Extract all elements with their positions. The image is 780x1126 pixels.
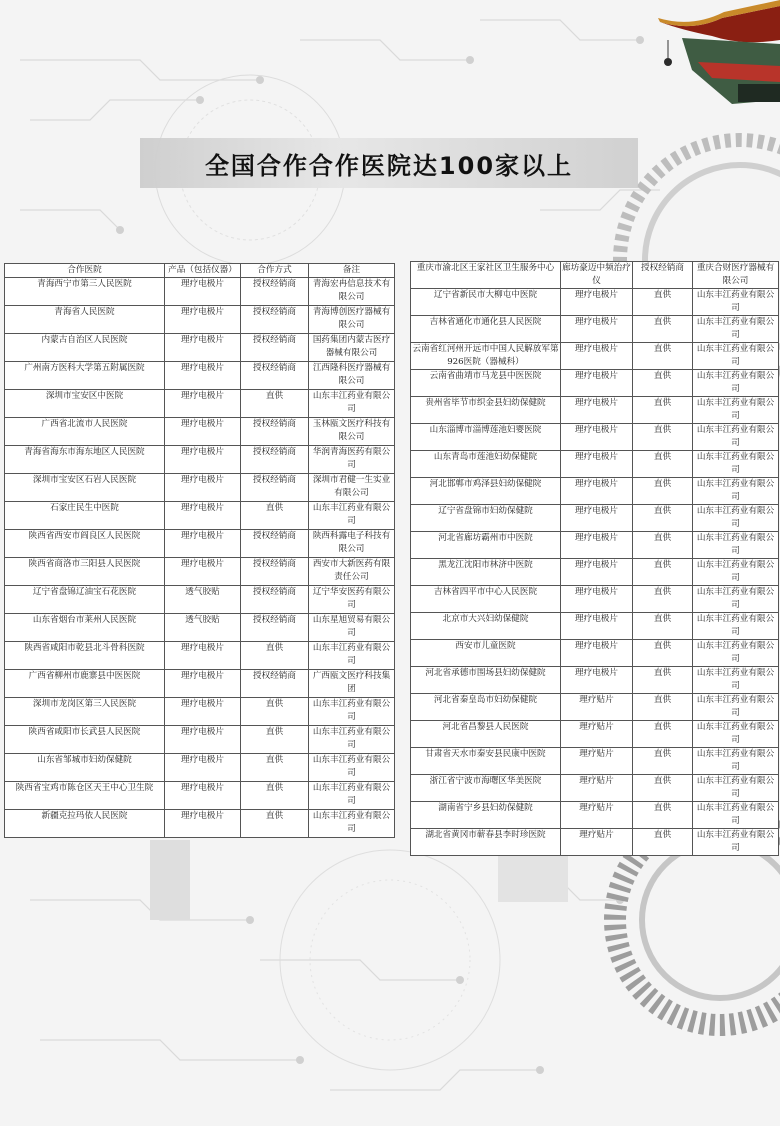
product-cell: 理疗电极片 <box>165 278 241 306</box>
hospital-name-cell: 石家庄民生中医院 <box>5 502 165 530</box>
product-cell: 理疗电极片 <box>165 306 241 334</box>
hospital-name-cell: 山东省邹城市妇幼保健院 <box>5 754 165 782</box>
cooperation-method-cell: 授权经销商 <box>241 474 309 502</box>
table-row <box>5 362 395 390</box>
title-banner <box>140 138 638 188</box>
table-row <box>411 532 779 559</box>
product-cell: 理疗电极片 <box>165 810 241 838</box>
cooperation-method-cell: 授权经销商 <box>241 670 309 698</box>
cooperation-method-cell: 授权经销商 <box>241 530 309 558</box>
product-cell: 理疗电极片 <box>561 586 633 613</box>
product-cell: 理疗电极片 <box>561 613 633 640</box>
product-cell: 理疗电极片 <box>165 642 241 670</box>
table-row <box>5 698 395 726</box>
remark-cell: 辽宁华安医药有限公司 <box>309 586 395 614</box>
hospital-name-cell: 广州南方医科大学第五附属医院 <box>5 362 165 390</box>
hospital-name-cell: 吉林省通化市通化县人民医院 <box>411 316 561 343</box>
table-row <box>5 502 395 530</box>
remark-cell: 山东丰江药业有限公司 <box>309 726 395 754</box>
remark-cell: 山东丰江药业有限公司 <box>309 754 395 782</box>
cooperation-method-cell: 直供 <box>633 586 693 613</box>
cooperation-method-cell: 直供 <box>241 642 309 670</box>
remark-cell: 山东丰江药业有限公司 <box>693 451 779 478</box>
product-cell: 理疗贴片 <box>561 721 633 748</box>
cooperation-method-cell: 直供 <box>633 802 693 829</box>
remark-cell: 山东丰江药业有限公司 <box>309 698 395 726</box>
table-row <box>411 829 779 856</box>
hospital-name-cell: 河北省秦皇岛市妇幼保健院 <box>411 694 561 721</box>
table-row <box>411 370 779 397</box>
cooperation-method-cell: 直供 <box>633 451 693 478</box>
table-row <box>411 802 779 829</box>
table-row <box>5 474 395 502</box>
remark-cell: 山东丰江药业有限公司 <box>309 390 395 418</box>
hospital-name-cell: 山东青岛市莲池妇幼保健院 <box>411 451 561 478</box>
remark-cell: 山东丰江药业有限公司 <box>693 667 779 694</box>
product-cell: 理疗电极片 <box>165 754 241 782</box>
product-cell: 理疗贴片 <box>561 802 633 829</box>
remark-cell: 青海博创医疗器械有限公司 <box>309 306 395 334</box>
page-title: 全国合作合作医院达100家以上 <box>204 151 574 180</box>
cooperation-method-cell: 授权经销商 <box>241 278 309 306</box>
table-row <box>411 613 779 640</box>
hospital-name-cell: 辽宁省新民市大柳屯中医院 <box>411 289 561 316</box>
remark-cell: 山东丰江药业有限公司 <box>693 397 779 424</box>
hospital-name-cell: 青海省人民医院 <box>5 306 165 334</box>
column-header: 合作方式 <box>241 264 309 278</box>
hospital-name-cell: 河北省承德市围场县妇幼保健院 <box>411 667 561 694</box>
product-cell: 透气胶贴 <box>165 586 241 614</box>
table-row <box>5 586 395 614</box>
product-cell: 理疗电极片 <box>165 418 241 446</box>
column-header: 备注 <box>309 264 395 278</box>
hospital-name-cell: 黑龙江沈阳市林济中医院 <box>411 559 561 586</box>
product-cell: 理疗电极片 <box>561 424 633 451</box>
table-row <box>5 418 395 446</box>
hospital-name-cell: 湖北省黄冈市蕲春县李时珍医院 <box>411 829 561 856</box>
hospital-name-cell: 贵州省毕节市织金县妇幼保健院 <box>411 397 561 424</box>
product-cell: 理疗电极片 <box>165 474 241 502</box>
table-header-row <box>5 264 395 278</box>
remark-cell: 西安市大新医药有限责任公司 <box>309 558 395 586</box>
hospital-name-cell: 陕西省咸阳市长武县人民医院 <box>5 726 165 754</box>
product-cell: 理疗电极片 <box>165 362 241 390</box>
remark-cell: 山东丰江药业有限公司 <box>693 370 779 397</box>
product-cell: 理疗电极片 <box>165 334 241 362</box>
hospital-name-cell: 河北省昌黎县人民医院 <box>411 721 561 748</box>
product-cell: 理疗电极片 <box>165 502 241 530</box>
hospital-name-cell: 深圳市龙岗区第三人民医院 <box>5 698 165 726</box>
hospital-name-cell: 陕西省西安市阎良区人民医院 <box>5 530 165 558</box>
cooperation-method-cell: 直供 <box>633 559 693 586</box>
remark-cell: 山东丰江药业有限公司 <box>309 782 395 810</box>
hospital-name-cell: 辽宁省盘锦市妇幼保健院 <box>411 505 561 532</box>
cooperation-method-cell: 直供 <box>241 782 309 810</box>
table-row <box>5 614 395 642</box>
remark-cell: 玉林瓯文医疗科技有限公司 <box>309 418 395 446</box>
product-cell: 理疗电极片 <box>561 289 633 316</box>
table-row <box>411 721 779 748</box>
table-row <box>5 670 395 698</box>
cooperation-method-cell: 授权经销商 <box>241 614 309 642</box>
product-cell: 理疗贴片 <box>561 748 633 775</box>
table-row <box>411 343 779 370</box>
remark-cell: 山东丰江药业有限公司 <box>309 810 395 838</box>
table-row <box>411 586 779 613</box>
hospital-name-cell: 青海西宁市第三人民医院 <box>5 278 165 306</box>
product-cell: 理疗电极片 <box>165 670 241 698</box>
column-header: 产品（包括仪器） <box>165 264 241 278</box>
hospital-name-cell: 深圳市宝安区中医院 <box>5 390 165 418</box>
product-cell: 理疗电极片 <box>561 532 633 559</box>
cooperation-method-cell: 直供 <box>241 698 309 726</box>
table-row <box>5 390 395 418</box>
table-row <box>5 334 395 362</box>
product-cell: 理疗电极片 <box>165 390 241 418</box>
table-row <box>5 726 395 754</box>
cooperation-method-cell: 直供 <box>633 721 693 748</box>
remark-cell: 陕西科露电子科技有限公司 <box>309 530 395 558</box>
hospital-name-cell: 陕西省宝鸡市陈仓区天王中心卫生院 <box>5 782 165 810</box>
table-row <box>5 782 395 810</box>
remark-cell: 山东丰江药业有限公司 <box>693 316 779 343</box>
hospital-name-cell: 青海省海东市海东地区人民医院 <box>5 446 165 474</box>
table-row <box>5 530 395 558</box>
cooperation-method-cell: 直供 <box>633 505 693 532</box>
remark-cell: 山东丰江药业有限公司 <box>693 694 779 721</box>
hospital-name-cell: 山东淄博市淄博莲池妇婴医院 <box>411 424 561 451</box>
table-row <box>411 748 779 775</box>
hospital-name-cell: 内蒙古自治区人民医院 <box>5 334 165 362</box>
table-row <box>411 640 779 667</box>
table-row <box>5 278 395 306</box>
table-row <box>411 262 779 289</box>
cooperation-method-cell: 授权经销商 <box>241 558 309 586</box>
cooperation-method-cell: 授权经销商 <box>241 306 309 334</box>
hospital-name-cell: 重庆市渝北区王家社区卫生服务中心 <box>411 262 561 289</box>
hospital-name-cell: 西安市儿童医院 <box>411 640 561 667</box>
product-cell: 理疗电极片 <box>165 782 241 810</box>
cooperation-method-cell: 直供 <box>241 810 309 838</box>
remark-cell: 山东丰江药业有限公司 <box>693 802 779 829</box>
hospital-name-cell: 北京市大兴妇幼保健院 <box>411 613 561 640</box>
product-cell: 理疗电极片 <box>165 446 241 474</box>
table-row <box>411 559 779 586</box>
hospital-name-cell: 云南省曲靖市马龙县中医医院 <box>411 370 561 397</box>
partner-hospitals-table-right <box>410 261 779 856</box>
remark-cell: 江西隆科医疗器械有限公司 <box>309 362 395 390</box>
hospital-name-cell: 陕西省商洛市三阳县人民医院 <box>5 558 165 586</box>
product-cell: 理疗电极片 <box>561 316 633 343</box>
hospital-name-cell: 河北省廊坊霸州市中医院 <box>411 532 561 559</box>
cooperation-method-cell: 直供 <box>633 370 693 397</box>
remark-cell: 国药集团内蒙古医疗器械有限公司 <box>309 334 395 362</box>
remark-cell: 山东丰江药业有限公司 <box>693 424 779 451</box>
remark-cell: 深圳市君健一生实业有限公司 <box>309 474 395 502</box>
product-cell: 理疗电极片 <box>561 505 633 532</box>
table-row <box>411 694 779 721</box>
cooperation-method-cell: 直供 <box>633 775 693 802</box>
product-cell: 理疗电极片 <box>165 530 241 558</box>
remark-cell: 山东星旭贸易有限公司 <box>309 614 395 642</box>
pagoda-roof-decoration <box>652 0 780 112</box>
product-cell: 理疗电极片 <box>561 370 633 397</box>
cooperation-method-cell: 直供 <box>633 694 693 721</box>
cooperation-method-cell: 直供 <box>633 613 693 640</box>
cooperation-method-cell: 直供 <box>633 289 693 316</box>
cooperation-method-cell: 授权经销商 <box>241 586 309 614</box>
product-cell: 理疗电极片 <box>561 451 633 478</box>
cooperation-method-cell: 直供 <box>633 397 693 424</box>
product-cell: 理疗电极片 <box>165 558 241 586</box>
product-cell: 廊坊豪迈中频治疗仪 <box>561 262 633 289</box>
hospital-name-cell: 云南省红河州开远市中国人民解放军第926医院（器械科） <box>411 343 561 370</box>
hospital-name-cell: 甘肃省天水市秦安县民康中医院 <box>411 748 561 775</box>
remark-cell: 山东丰江药业有限公司 <box>693 289 779 316</box>
remark-cell: 山东丰江药业有限公司 <box>693 505 779 532</box>
hospital-name-cell: 吉林省四平市中心人民医院 <box>411 586 561 613</box>
cooperation-method-cell: 授权经销商 <box>241 362 309 390</box>
product-cell: 理疗电极片 <box>165 726 241 754</box>
product-cell: 理疗电极片 <box>561 559 633 586</box>
table-row <box>5 306 395 334</box>
product-cell: 理疗电极片 <box>561 640 633 667</box>
table-row <box>411 451 779 478</box>
cooperation-method-cell: 授权经销商 <box>241 334 309 362</box>
remark-cell: 山东丰江药业有限公司 <box>309 502 395 530</box>
remark-cell: 山东丰江药业有限公司 <box>693 478 779 505</box>
remark-cell: 华润青海医药有限公司 <box>309 446 395 474</box>
table-row <box>411 289 779 316</box>
cooperation-method-cell: 直供 <box>633 316 693 343</box>
table-row <box>5 754 395 782</box>
remark-cell: 山东丰江药业有限公司 <box>693 640 779 667</box>
cooperation-method-cell: 直供 <box>633 478 693 505</box>
hospital-name-cell: 河北邯郸市鸡泽县妇幼保健院 <box>411 478 561 505</box>
hospital-name-cell: 广西省柳州市鹿寨县中医医院 <box>5 670 165 698</box>
cooperation-method-cell: 直供 <box>241 754 309 782</box>
remark-cell: 山东丰江药业有限公司 <box>693 586 779 613</box>
table-row <box>5 558 395 586</box>
remark-cell: 山东丰江药业有限公司 <box>693 748 779 775</box>
column-header: 合作医院 <box>5 264 165 278</box>
remark-cell: 山东丰江药业有限公司 <box>693 721 779 748</box>
remark-cell: 山东丰江药业有限公司 <box>693 775 779 802</box>
hospital-name-cell: 辽宁省盘锦辽油宝石花医院 <box>5 586 165 614</box>
table-row <box>5 810 395 838</box>
cooperation-method-cell: 直供 <box>633 829 693 856</box>
hospital-name-cell: 新疆克拉玛依人民医院 <box>5 810 165 838</box>
hospital-name-cell: 湖南省宁乡县妇幼保健院 <box>411 802 561 829</box>
product-cell: 理疗贴片 <box>561 694 633 721</box>
table-row <box>5 446 395 474</box>
product-cell: 理疗电极片 <box>561 667 633 694</box>
cooperation-method-cell: 直供 <box>241 502 309 530</box>
cooperation-method-cell: 直供 <box>633 532 693 559</box>
hospital-name-cell: 浙江省宁波市海曙区华美医院 <box>411 775 561 802</box>
remark-cell: 青海宏冉信息技术有限公司 <box>309 278 395 306</box>
product-cell: 理疗贴片 <box>561 775 633 802</box>
hospital-name-cell: 广西省北流市人民医院 <box>5 418 165 446</box>
table-row <box>411 316 779 343</box>
cooperation-method-cell: 授权经销商 <box>241 418 309 446</box>
remark-cell: 重庆合财医疗器械有限公司 <box>693 262 779 289</box>
hospital-name-cell: 山东省烟台市莱州人民医院 <box>5 614 165 642</box>
product-cell: 理疗电极片 <box>561 343 633 370</box>
remark-cell: 山东丰江药业有限公司 <box>693 343 779 370</box>
cooperation-method-cell: 直供 <box>633 667 693 694</box>
remark-cell: 山东丰江药业有限公司 <box>309 642 395 670</box>
table-row <box>411 478 779 505</box>
cooperation-method-cell: 直供 <box>633 748 693 775</box>
product-cell: 透气胶贴 <box>165 614 241 642</box>
remark-cell: 山东丰江药业有限公司 <box>693 613 779 640</box>
cooperation-method-cell: 授权经销商 <box>241 446 309 474</box>
cooperation-method-cell: 直供 <box>241 726 309 754</box>
table-row <box>411 667 779 694</box>
product-cell: 理疗电极片 <box>165 698 241 726</box>
table-row <box>5 642 395 670</box>
table-row <box>411 775 779 802</box>
remark-cell: 山东丰江药业有限公司 <box>693 532 779 559</box>
remark-cell: 广西瓯文医疗科技集团 <box>309 670 395 698</box>
product-cell: 理疗电极片 <box>561 397 633 424</box>
remark-cell: 山东丰江药业有限公司 <box>693 559 779 586</box>
table-row <box>411 505 779 532</box>
table-row <box>411 397 779 424</box>
cooperation-method-cell: 直供 <box>241 390 309 418</box>
partner-hospitals-table-left <box>4 263 395 838</box>
hospital-name-cell: 深圳市宝安区石岩人民医院 <box>5 474 165 502</box>
cooperation-method-cell: 直供 <box>633 424 693 451</box>
cooperation-method-cell: 直供 <box>633 343 693 370</box>
product-cell: 理疗贴片 <box>561 829 633 856</box>
hospital-name-cell: 陕西省咸阳市乾县北斗骨科医院 <box>5 642 165 670</box>
product-cell: 理疗电极片 <box>561 478 633 505</box>
remark-cell: 山东丰江药业有限公司 <box>693 829 779 856</box>
cooperation-method-cell: 直供 <box>633 640 693 667</box>
cooperation-method-cell: 授权经销商 <box>633 262 693 289</box>
table-row <box>411 424 779 451</box>
